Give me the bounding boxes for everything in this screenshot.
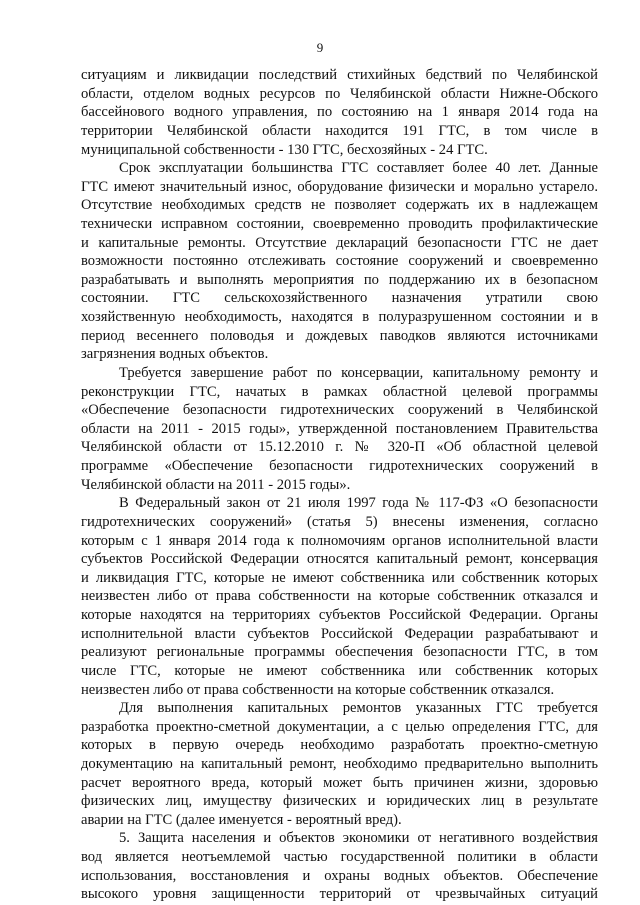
text-line: программе «Обеспечение безопасности гидротехнических сооружений в [81,458,598,474]
text-line: и ликвидация ГТС, которые не имеют собственника или собственник которых [81,569,598,586]
text-line: возможности постоянно отслеживать состояние сооружений и своевременно [81,253,598,270]
text-line: аварии на ГТС (далее именуется - вероятный вред). [81,811,402,828]
text-line: физических лиц, имуществу физических и юридических лиц в результате [81,793,598,810]
text-line: 5. Защита населения и объектов экономики от негативного воздействия [119,830,598,847]
text-line: муниципальной собственности - 130 ГТС, бесхозяйных - 24 ГТС. [81,141,488,158]
text-line: реконструкции ГТС, начатых в рамках областной целевой программы [81,383,598,400]
text-line: ГТС имеют значительный износ, оборудование физически и морально устарело. [81,178,598,195]
text-line: субъектов Российской Федерации относятся капитальный ремонт, консервация [81,551,598,568]
page-number: 9 [316,40,324,55]
text-line: технически исправном состоянии, своевременно проводить профилактические [81,216,598,232]
text-line: документацию на капитальный ремонт, необходимо предварительно выполнить [81,755,598,772]
text-line: период весеннего половодья и дождевых паводков являются источниками [81,327,598,344]
text-line: которые находятся на территориях субъектов Российской Федерации. Органы [81,607,598,623]
text-line: загрязнения водных объектов. [81,346,269,363]
text-line: «Обеспечение безопасности гидротехнических сооружений в Челябинской [81,402,598,419]
text-line: вод является неотъемлемой частью государственной политики в области [81,849,598,865]
text-line: и капитальные ремонты. Отсутствие деклараций безопасности ГТС не дает [81,234,598,251]
text-line: состоянии. ГТС сельскохозяйственного назначения утратили свою [81,290,598,307]
text-line: гидротехнических сооружений» (статья 5) внесены изменения, согласно [81,513,598,530]
text-line: Требуется завершение работ по консервации, капитальному ремонту и [119,364,598,381]
text-line: территории Челябинской области находится 191 ГТС, в том числе в [81,122,598,139]
text-line: высокого уровня защищенности территорий от чрезвычайных ситуаций [81,886,598,903]
text-line: неизвестен либо от права собственности на которые собственник отказался и [81,588,598,605]
text-line: Челябинской области от 15.12.2010 г. № 320-П «Об областной целевой [81,439,598,456]
text-line: бассейнового водного управления, по состоянию на 1 января 2014 года на [81,104,598,121]
text-line: ситуациям и ликвидации последствий стихийных бедствий по Челябинской [81,67,598,83]
text-line: Отсутствие необходимых средств не позволяет содержать их в надлежащем [81,197,598,214]
text-line: неизвестен либо от права собственности на которые собственник отказался. [81,681,555,698]
text-line: которым с 1 января 2014 года к полномочиям органов исполнительной власти [81,532,598,549]
text-line: числе ГТС, которые не имеют собственника или собственник которых [81,662,598,679]
text-line: хозяйственную необходимость, находятся в полуразрушенном состоянии и в [81,309,598,326]
text-line: области на 2011 - 2015 годы», утвержденной постановлением Правительства [81,420,598,437]
text-line: Для выполнения капитальных ремонтов указанных ГТС требуется [119,700,598,717]
text-line: Челябинской области на 2011 - 2015 годы». [81,476,351,493]
text-line: которых в первую очередь необходимо разработать проектно-сметную [81,737,598,754]
text-line: реализуют региональные программы обеспечения безопасности ГТС, в том [81,644,598,661]
text-line: расчет вероятного вреда, который может быть причинен жизни, здоровью [81,774,598,791]
text-line: области, отделом водных ресурсов по Челябинской области Нижне-Обского [81,85,598,102]
text-line: исполнительной власти субъектов Российской Федерации разрабатывают и [81,625,598,642]
text-line: В Федеральный закон от 21 июля 1997 года № 117-ФЗ «О безопасности [119,495,598,512]
text-line: Срок эксплуатации большинства ГТС составляет более 40 лет. Данные [119,160,598,177]
text-line: разрабатывать и выполнять мероприятия по поддержанию их в безопасном [81,271,598,288]
text-line: использования, восстановления и охраны водных объектов. Обеспечение [81,867,598,884]
text-line: разработка проектно-сметной документации, а с целью определения ГТС, для [81,718,598,735]
